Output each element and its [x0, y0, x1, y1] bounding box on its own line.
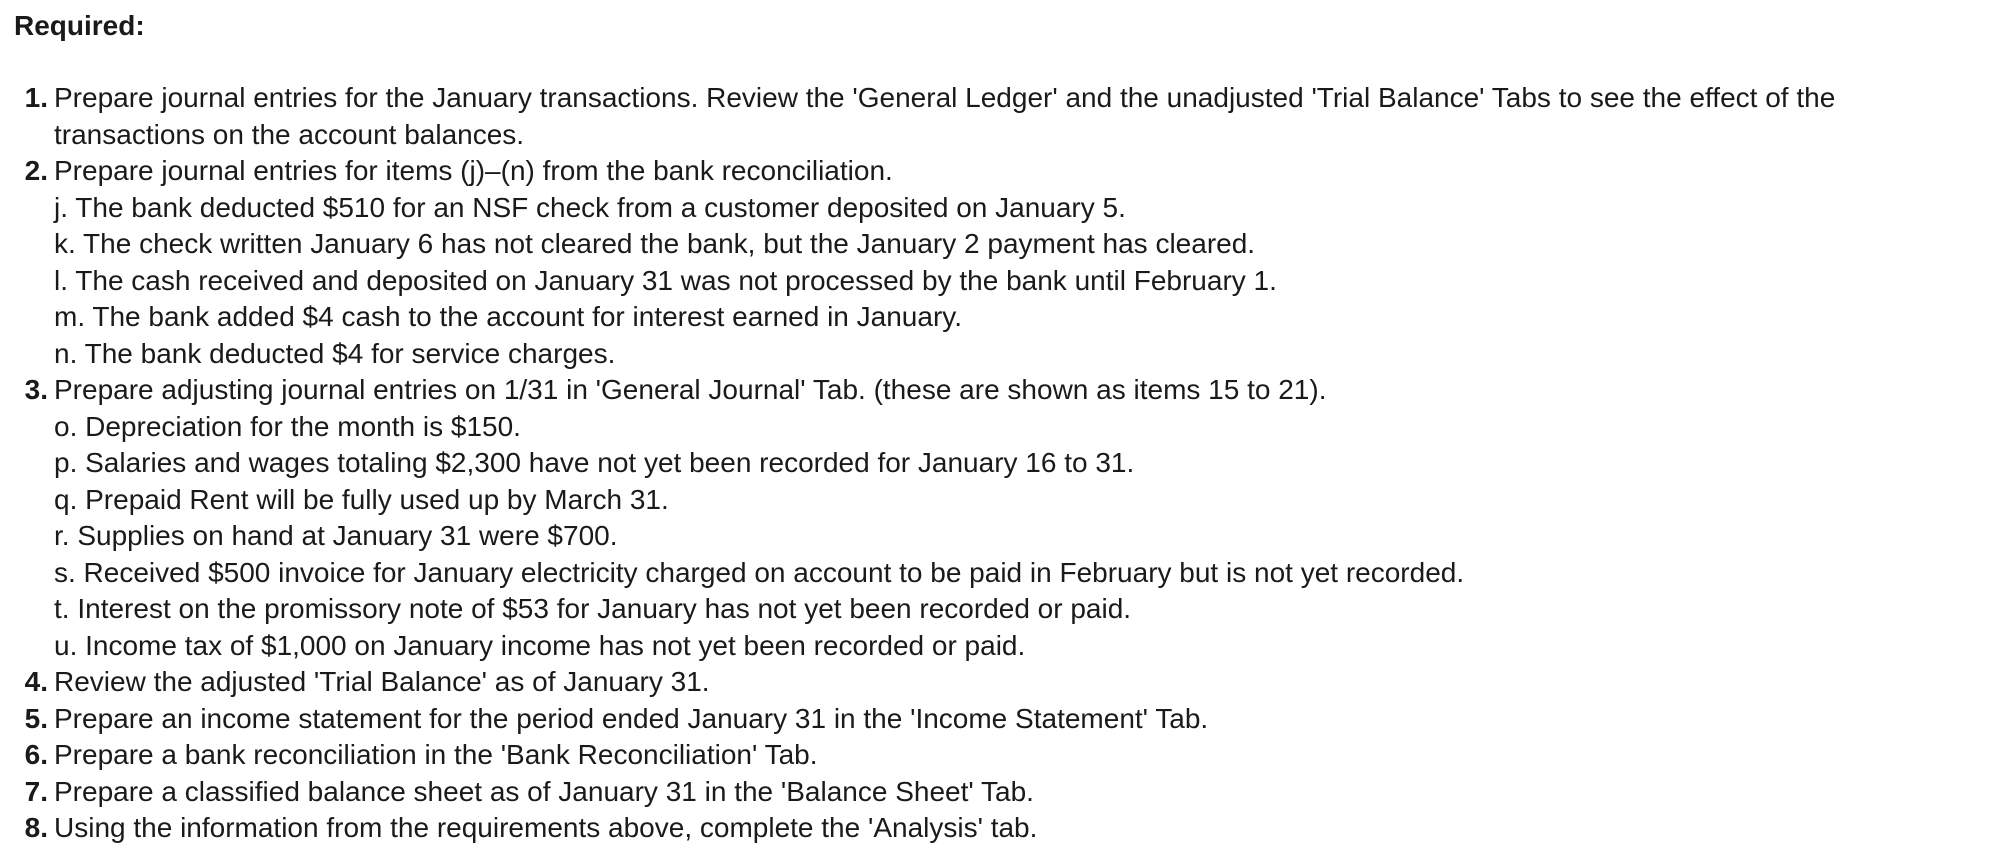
requirement-number: 8.: [24, 812, 48, 843]
requirement-text: Prepare a classified balance sheet as of January 31 in the 'Balance Sheet' Tab.: [54, 775, 1034, 807]
sub-item-j: j. The bank deducted $510 for an NSF check from a customer deposited on January 5.: [54, 191, 1126, 223]
requirement-5: [14, 701, 1994, 738]
adjusting-entry-items: [54, 409, 1934, 665]
requirement-number: 3.: [24, 374, 48, 405]
sub-item-q: q. Prepaid Rent will be fully used up by March 31.: [54, 483, 669, 515]
requirement-body: [50, 372, 1934, 664]
sub-item-r: r. Supplies on hand at January 31 were $700.: [54, 520, 618, 551]
sub-item-s: s. Received $500 invoice for January electricity charged on account to be paid in February but is not yet recorded.: [54, 556, 1465, 588]
requirement-8: [14, 810, 1994, 847]
sub-item-l: l. The cash received and deposited on January 31 was not processed by the bank until February 1.: [54, 264, 1277, 296]
requirement-number: 1.: [24, 82, 48, 113]
requirement-body: [50, 80, 1934, 153]
requirement-number: 7.: [24, 775, 48, 807]
requirement-6: [14, 737, 1994, 774]
requirement-text: Prepare a bank reconciliation in the 'Bank Reconciliation' Tab.: [54, 739, 818, 770]
sub-item-m: m. The bank added $4 cash to the account for interest earned in January.: [54, 301, 962, 332]
sub-item-t: t. Interest on the promissory note of $53 for January has not yet been recorded or paid.: [54, 593, 1132, 624]
requirement-number: 2.: [24, 155, 48, 186]
requirement-text: Using the information from the requirements above, complete the 'Analysis' tab.: [54, 812, 1038, 843]
requirement-body: [50, 737, 1934, 774]
requirement-number: 5.: [24, 702, 48, 734]
requirement-text: Prepare journal entries for items (j)–(n) from the bank reconciliation.: [54, 155, 893, 186]
required-heading: Required:: [14, 10, 145, 41]
requirement-number: 6.: [24, 739, 48, 770]
requirement-body: [50, 810, 1934, 847]
requirement-text: Prepare adjusting journal entries on 1/31 in 'General Journal' Tab. (these are shown as items 15 to 21).: [54, 374, 1327, 405]
requirement-2: [14, 153, 1994, 372]
requirement-1: [14, 80, 1994, 153]
bank-reconciliation-items: [54, 190, 1934, 373]
sub-item-k: k. The check written January 6 has not cleared the bank, but the January 2 payment has cleared.: [54, 228, 1256, 259]
requirement-text: Prepare an income statement for the period ended January 31 in the 'Income Statement' Tab.: [54, 702, 1209, 734]
requirement-4: [14, 664, 1994, 701]
sub-item-n: n. The bank deducted $4 for service charges.: [54, 337, 616, 369]
requirement-body: [50, 664, 1934, 701]
requirement-body: [50, 153, 1934, 372]
requirement-3: [14, 372, 1994, 664]
sub-item-o: o. Depreciation for the month is $150.: [54, 410, 521, 442]
requirement-text: Prepare journal entries for the January transactions. Review the 'General Ledger' and the unadjusted 'Trial Balance' Tabs to see the effect of the transactions on the account balances.: [54, 82, 1836, 150]
requirements-list: [14, 80, 1994, 847]
requirement-number: 4.: [24, 666, 48, 697]
requirement-text: Review the adjusted 'Trial Balance' as of January 31.: [54, 666, 710, 697]
requirement-7: [14, 774, 1994, 811]
sub-item-u: u. Income tax of $1,000 on January income has not yet been recorded or paid.: [54, 629, 1026, 661]
sub-item-p: p. Salaries and wages totaling $2,300 have not yet been recorded for January 16 to 31.: [54, 447, 1135, 478]
requirement-body: [50, 774, 1934, 811]
requirement-body: [50, 701, 1934, 738]
